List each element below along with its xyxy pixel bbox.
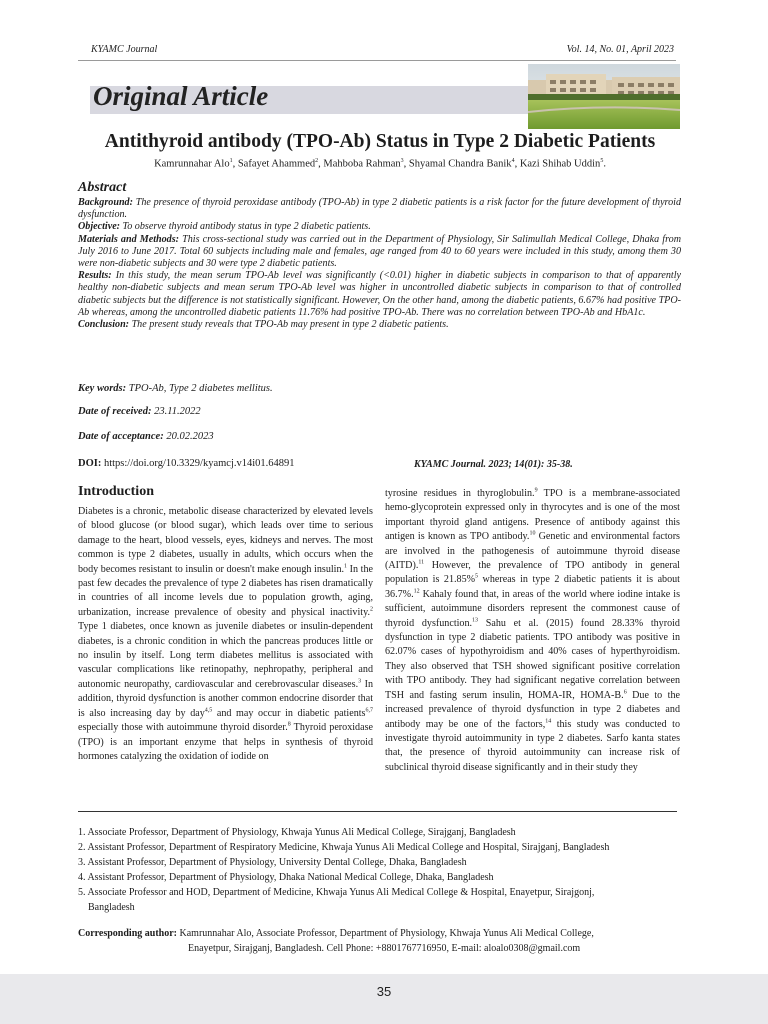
campus-photo	[528, 64, 680, 129]
accepted-label: Date of acceptance:	[78, 431, 164, 442]
body-text: tyrosine residues in thyroglobulin.	[385, 488, 535, 499]
body-text: Genetic and environmental factors are involved in the pathogenesis of autoimmune thyroid disease (AITD).	[385, 531, 680, 572]
affiliation-line: 2. Assistant Professor, Department of Respiratory Medicine, Khwaja Yunus Ali Medical College and Hospital, Sirajganj, Bangladesh	[78, 842, 610, 853]
date-received	[78, 406, 201, 417]
keywords-label: Key words:	[78, 383, 127, 394]
citation-ref: 4,5	[204, 707, 213, 714]
author-affiliation: 5	[600, 158, 604, 164]
author-affiliation: 4	[511, 158, 515, 164]
article-type-label: Original Article	[93, 81, 269, 111]
abstract-conclusion	[78, 319, 681, 331]
citation-ref: 11	[418, 559, 425, 566]
body-text: and may occur in diabetic patients	[212, 707, 366, 719]
abstract-body	[78, 197, 681, 331]
author-separator: ,	[318, 158, 324, 170]
keywords-value: TPO-Ab, Type 2 diabetes mellitus.	[126, 383, 273, 394]
citation: KYAMC Journal. 2023; 14(01): 35-38.	[414, 459, 573, 470]
keywords	[78, 383, 273, 394]
citation-ref: 6,7	[365, 707, 373, 714]
date-accepted	[78, 431, 214, 442]
introduction-heading: Introduction	[78, 484, 154, 499]
abstract-heading: Abstract	[78, 180, 127, 195]
journal-name: KYAMC Journal	[91, 44, 158, 55]
received-label: Date of received:	[78, 406, 152, 417]
corresponding-line-1	[78, 926, 678, 941]
body-text: Due to the increased prevalence of thyroid dysfunction in type 2 diabetes and antibody may be one of the factors,	[385, 689, 680, 730]
author-list	[78, 158, 682, 170]
methods-label: Materials and Methods:	[78, 233, 180, 245]
affiliation-line: 3. Assistant Professor, Department of Physiology, University Dental College, Dhaka, Bangladesh	[78, 857, 467, 868]
article-title: Antithyroid antibody (TPO-Ab) Status in Type 2 Diabetic Patients	[104, 131, 656, 152]
accepted-value: 20.02.2023	[163, 431, 214, 442]
doi	[78, 458, 295, 469]
affiliation-line: Bangladesh	[88, 902, 135, 913]
citation-ref: 12	[413, 588, 420, 595]
methods-text: This cross-sectional study was carried out in the Department of Physiology, Sir Salimullah Medical College, Dhaka from July 2016 to June 2017. Total 60 subjects including male and females, age ranged from 40 to 60 years were included in this study, among them 30 were non-diabetic subjects and 30 were type 2 diabetic patients.	[78, 233, 681, 270]
body-text: whereas in type 2 diabetic patients it is about 36.7%.	[385, 574, 680, 600]
author-separator: ,	[232, 158, 238, 170]
author-name: Safayet Ahammed	[237, 158, 316, 170]
author-name: Kazi Shihab Uddin	[519, 158, 601, 170]
author-name: Shyamal Chandra Banik	[408, 158, 512, 170]
author-affiliation: 3	[400, 158, 404, 164]
objective-label: Objective:	[78, 221, 121, 233]
volume-info: Vol. 14, No. 01, April 2023	[566, 44, 674, 55]
corresponding-line-2: Enayetpur, Sirajganj, Bangladesh. Cell Phone: +8801767716950, E-mail: aloalo0308@gmail.com	[188, 943, 581, 954]
body-text: this study was conducted to investigate thyroid autoimmunity in type 2 diabetes. Sarfo kanta states that, the presence of thyroid autoimmunity can increase risk of subclinical thyroid disease significantly and in their study they	[385, 718, 680, 773]
body-text: TPO is a membrane-associated hemo-glycoprotein expressed only in thyrocytes and is one of the most important thyroid gland antigens. Presence of antibody against this antigen is known as TPO antibody.	[385, 488, 680, 543]
corresponding-text: Kamrunnahar Alo, Associate Professor, Department of Physiology, Khwaja Yunus Ali Medical College,	[177, 928, 594, 939]
citation-ref: 8	[287, 721, 291, 728]
abstract-methods	[78, 234, 681, 271]
abstract-results	[78, 270, 681, 319]
intro-column-right	[385, 487, 680, 775]
results-label: Results:	[78, 270, 112, 282]
author-separator: .	[603, 158, 606, 170]
citation-ref: 9	[534, 487, 538, 494]
author-name: Kamrunnahar Alo	[154, 158, 230, 170]
body-text: Type 1 diabetes, once known as juvenile diabetes or insulin-dependent diabetes, is a chronic condition in which the pancreas produces little or no insulin by itself. Long term diabetes mellitus is associated with vascular complications like retinopathy, nephropathy, peripheral and autonomic neuropathy, cardiovascular and cerebrovascular diseases.	[78, 621, 373, 690]
citation-ref: 10	[529, 530, 536, 537]
received-value: 23.11.2022	[151, 406, 201, 417]
affiliation-line: 5. Associate Professor and HOD, Department of Medicine, Khwaja Yunus Ali Medical College & Hospital, Enayetpur, Sirajgonj,	[78, 887, 595, 898]
body-text: Thyroid peroxidase (TPO) is an important enzyme that helps in synthesis of thyroid hormones catalyzing the oxidation of iodide on	[78, 722, 373, 762]
abstract-objective	[78, 221, 681, 233]
author-separator: ,	[403, 158, 409, 170]
author-affiliation: 2	[315, 158, 319, 164]
citation-ref: 6	[623, 689, 627, 696]
author-separator: ,	[514, 158, 520, 170]
results-text: In this study, the mean serum TPO-Ab level was significantly (<0.01) higher in diabetic subjects in comparison to that of apparently healthy non-diabetic subjects and mean serum TPO-Ab level was higher in uncontrolled diabetic subjects in comparison to that of controlled diabetic subjects but the difference is not statistically significant. However, On the other hand, among the diabetic patients, 6.67% had positive TPO-Ab whereas, among the uncontrolled diabetic patients 11.76% had positive TPO-Ab. There was no correlation between TPO-Ab and HbA1c.	[78, 270, 681, 318]
intro-column-left	[78, 505, 373, 764]
corresponding-author	[78, 926, 678, 956]
author-name: Mahboba Rahman	[323, 158, 401, 170]
body-text: Kahaly found that, in areas of the world where iodine intake is sufficient, autoimmune disorders represent the commonest cause of thyroid dysfunction.	[385, 588, 680, 629]
footnote-divider	[78, 811, 677, 812]
abstract-background	[78, 197, 681, 221]
doi-label: DOI:	[78, 458, 102, 469]
affiliation-line: 1. Associate Professor, Department of Physiology, Khwaja Yunus Ali Medical College, Sirajganj, Bangladesh	[78, 827, 516, 838]
background-label: Background:	[78, 197, 133, 208]
objective-text: To observe thyroid antibody status in type 2 diabetic patients.	[120, 221, 371, 233]
body-text: In addition, thyroid dysfunction is another common endocrine disorder that is also increasing day by day	[78, 678, 373, 719]
body-text: Diabetes is a chronic, metabolic disease characterized by elevated levels of blood glucose (or blood sugar), which leads over time to serious damage to the heart, blood vessels, eyes, kidneys and nerves. The most common is type 2 diabetes, usually in adults, which occurs when the body becomes resistant to insulin or doesn't make enough insulin.	[78, 506, 373, 575]
affiliation-line: 4. Assistant Professor, Department of Physiology, Dhaka National Medical College, Dhaka, Bangladesh	[78, 872, 494, 883]
body-text: especially those with autoimmune thyroid disorder.	[78, 722, 288, 734]
body-text: However, the prevalence of TPO antibody in general population is 21.85%	[385, 560, 680, 586]
conclusion-text: The present study reveals that TPO-Ab may present in type 2 diabetic patients.	[129, 319, 449, 331]
citation-ref: 2	[370, 606, 373, 613]
doi-link[interactable]: https://doi.org/10.3329/kyamcj.v14i01.64891	[101, 458, 295, 469]
affiliation-footnotes	[78, 825, 688, 915]
author-affiliation: 1	[229, 158, 233, 164]
citation-ref: 14	[545, 718, 552, 725]
citation-ref: 3	[358, 678, 362, 685]
citation-ref: 13	[472, 617, 479, 624]
background-text: The presence of thyroid peroxidase antibody (TPO-Ab) in type 2 diabetic patients is a risk factor for the future development of thyroid dysfunction.	[78, 197, 681, 221]
header-rule	[78, 60, 676, 61]
page-number: 35	[376, 984, 392, 999]
citation-ref: 5	[475, 574, 479, 581]
body-text: Sahu et al. (2015) found 28.33% thyroid dysfunction in type 2 diabetic patients. TPO antibody was positive in 62.07% cases of hypothyroidism and 40% cases of hyperthyroidism. They also observed that TSH showed significant positive correlation with TPO antibody. They had significant negative correlation between TSH and fasting serum insulin, HOMA-IR, HOMA-B.	[385, 617, 680, 701]
corresponding-label: Corresponding author:	[78, 928, 177, 939]
conclusion-label: Conclusion:	[78, 319, 130, 331]
body-text: In the past few decades the prevalence of type 2 diabetes has risen dramatically in countries of all income levels due to population growth, aging, urbanization, increase prevalence of obesity and physical inactivity.	[78, 563, 373, 618]
citation-ref: 1	[344, 563, 348, 570]
